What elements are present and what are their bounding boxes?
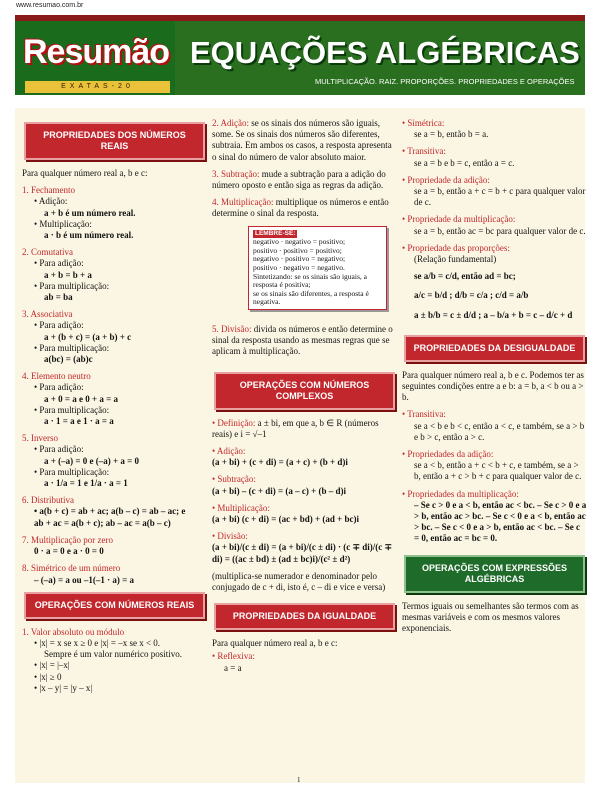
item-line: • |x| = |–x| <box>34 660 70 671</box>
logo <box>15 21 175 95</box>
item-title: 3. Subtração: <box>212 168 260 179</box>
note-line: negativo · positivo = negativo; <box>253 254 346 264</box>
list-item <box>402 243 587 265</box>
note-line: se os sinais são diferentes, a resposta é negativa. <box>253 288 369 307</box>
formula-line: a/c = b/d ; d/b = c/a ; c/d = a/b <box>414 290 529 301</box>
item-text: se os sinais dos números são iguais, some. Se os sinais dos números são diferentes, subtraia. Em ambos os casos, a resposta apresenta o sinal do número de valor absoluto maior. <box>212 118 392 162</box>
item-text: (Relação fundamental) <box>414 254 497 265</box>
item-line: • Para multiplicação: <box>34 280 110 291</box>
item-line: ab = ba <box>44 292 73 303</box>
list-item <box>402 175 587 209</box>
item-text: (a + bi) + (c + di) = (a + c) + (b + d)i <box>212 457 348 468</box>
site-url[interactable]: www.resumao.com.br <box>16 2 84 9</box>
list-item <box>22 309 207 365</box>
reminder-note <box>248 226 387 310</box>
item-title: 8. Simétrico de um número <box>22 563 121 574</box>
section-box-complex-numbers: OPERAÇÕES COM NÚMEROS COMPLEXOS <box>214 372 395 410</box>
item-line: • Para multiplicação: <box>34 404 110 415</box>
item-text: (a + bi) (c + di) = (ac + bd) + (ad + bc)i <box>212 514 360 524</box>
list-item <box>22 495 207 529</box>
page-subtitle: MULTIPLICAÇÃO. RAIZ. PROPORÇÕES. PROPRIEDADES E OPERAÇÕES <box>315 77 575 86</box>
item-text: multiplique os números e então determine o sinal da resposta. <box>212 197 389 219</box>
item-title: • Adição: <box>212 445 246 456</box>
item-title: • Subtração: <box>212 474 256 485</box>
item-title: 4. Multiplicação: <box>212 197 274 208</box>
item-text: se a < b e b < c, então a < c, e também, se a > b e b > c, então a > c. <box>414 420 585 442</box>
item-title: 7. Multiplicação por zero <box>22 534 113 545</box>
item-line: – (–a) = a ou –1(–1 · a) = a <box>34 574 135 585</box>
logo-sub: EXATAS-20 <box>25 81 170 93</box>
item-line: • |x – y| = |y – x| <box>34 682 93 693</box>
paragraph <box>212 531 397 565</box>
item-line: a + (–a) = 0 e (–a) + a = 0 <box>44 455 139 466</box>
list-item <box>402 449 587 483</box>
list-item <box>22 433 207 489</box>
intro-text: Para qualquer número real a, b e c: <box>22 168 148 178</box>
logo-word: Resumão <box>23 33 170 71</box>
list-item <box>22 371 207 427</box>
section-box-algebraic-expressions: OPERAÇÕES COM EXPRESSÕES ALGÉBRICAS <box>404 555 585 593</box>
item-title: • Propriedade da adição: <box>402 174 490 185</box>
section-box-real-operations: OPERAÇÕES COM NÚMEROS REAIS <box>24 592 205 619</box>
paragraph <box>212 474 397 496</box>
list-item <box>402 489 587 545</box>
paragraph: Para qualquer número real a, b e c. Podemos ter as seguintes condições entre a e b: a = b, a < b ou a > b. <box>402 369 584 403</box>
item-line: • Adição: <box>34 196 68 207</box>
note-title: LEMBRE-SE: <box>255 229 296 237</box>
item-line: a · 1/a = 1 e 1/a · a = 1 <box>44 478 128 489</box>
list-item <box>22 535 207 557</box>
list-item <box>212 651 397 673</box>
note-line: positivo · positivo = positivo; <box>253 245 342 255</box>
item-title: • Propriedades da adição: <box>402 449 494 460</box>
item-line: a + 0 = a e 0 + a = a <box>44 393 119 404</box>
item-text: se a < b, então a + c < b + c, e também, se a > b, então a + c > b + c para qualquer valor de c. <box>414 460 582 482</box>
paragraph: (multiplica-se numerador e denominador pelo conjugado de c + di, isto é, c – di e vice e versa) <box>212 570 386 593</box>
section-box-real-properties: PROPRIEDADES DOS NÚMEROS REAIS <box>24 122 205 160</box>
item-text: se a = b, então a + c = b + c para qualquer valor de c. <box>414 186 586 208</box>
list-item <box>22 185 207 241</box>
item-line: a + b é um número real. <box>44 207 136 218</box>
item-line: a · 1 = a e 1 · a = a <box>44 416 114 427</box>
formula-line: se a/b = c/d, então ad = bc; <box>414 271 516 282</box>
paragraph <box>212 418 397 440</box>
formula-line: a ± b/b = c ± d/d ; a – b/a + b = c – d/c + d <box>414 309 573 320</box>
item-line: • Para multiplicação: <box>34 466 110 477</box>
item-line: • Para adição: <box>34 320 84 331</box>
list-item <box>402 409 587 443</box>
list-item <box>22 563 207 585</box>
paragraph <box>212 169 397 191</box>
item-line: • Multiplicação: <box>34 218 92 229</box>
item-text: a ± bi, em que a, b ∈ R (números reais) e i = √–1 <box>212 417 379 439</box>
item-text: (a + bi)/(c ± di) = (a + bi)/(c ± di) · (c ∓ di)/(c ∓ di) = ((ac ± bd) ± (ad ± bc)i)/(c² ± d²) <box>212 542 393 564</box>
item-title: 1. Valor absoluto ou módulo <box>22 626 125 637</box>
item-line: Sempre é um valor numérico positivo. <box>44 649 182 660</box>
paragraph: Para qualquer número real a, b e c: <box>212 638 338 649</box>
item-title: • Divisão: <box>212 531 248 542</box>
paragraph: Termos iguais ou semelhantes são termos com as mesmas variáveis e com os mesmos valores exponenciais. <box>402 600 579 634</box>
item-title: • Propriedade da multiplicação: <box>402 214 516 225</box>
section-box-inequality: PROPRIEDADES DA DESIGUALDADE <box>404 335 585 362</box>
item-title: • Multiplicação: <box>212 502 270 513</box>
item-line: • a(b + c) = ab + ac; a(b – c) = ab – ac; e <box>34 506 186 517</box>
item-text: – Se c > 0 e a < b, então ac < bc. – Se c > 0 e a > b, então ac > bc. – Se c < 0 e a < b, então ac > bc. – Se c < 0 e a > b, então ac < bc. – Se c = 0, então ac = bc = 0. <box>414 499 587 544</box>
item-title: • Transitiva: <box>402 409 446 420</box>
paragraph <box>212 324 397 358</box>
item-title: 1. Fechamento <box>22 185 75 196</box>
paragraph <box>212 197 397 219</box>
item-title: 6. Distributiva <box>22 495 74 506</box>
item-title: • Propriedade das proporções: <box>402 242 510 253</box>
item-line: • |x| = x se x ≥ 0 e |x| = –x se x < 0. <box>34 637 161 648</box>
item-text: a = a <box>224 662 242 673</box>
item-title: 2. Adição: <box>212 118 249 128</box>
item-title: 5. Inverso <box>22 433 58 444</box>
item-line: • Para adição: <box>34 258 84 269</box>
item-title: • Transitiva: <box>402 146 446 157</box>
item-line: a + (b + c) = (a + b) + c <box>44 331 132 342</box>
item-line: • Para adição: <box>34 382 84 393</box>
item-text: (a + bi) – (c + di) = (a – c) + (b – d)i <box>212 485 347 496</box>
note-line: negativo · negativo = positivo; <box>253 237 346 247</box>
header-banner <box>15 15 585 95</box>
item-line: • Para adição: <box>34 444 84 455</box>
item-title: • Simétrica: <box>402 118 445 128</box>
item-title: 4. Elemento neutro <box>22 371 91 382</box>
item-line: a · b é um número real. <box>44 230 134 241</box>
section-box-equality: PROPRIEDADES DA IGUALDADE <box>214 603 395 630</box>
item-title: • Definição: <box>212 417 256 428</box>
column-3 <box>402 118 587 640</box>
note-line: positivo · negativo = negativo. <box>253 263 345 272</box>
note-line: Sintetizando: se os sinais são iguais, a resposta é positiva; <box>253 271 367 290</box>
item-text: mude a subtração para a adição do número oposto e então siga as regras da adição. <box>212 168 386 191</box>
list-item <box>22 627 207 694</box>
item-text: se a = b e b = c, então a = c. <box>414 157 515 168</box>
item-line: • |x| ≥ 0 <box>34 671 62 682</box>
column-1 <box>22 118 207 700</box>
page-number: 1 <box>297 776 301 784</box>
item-line: a(bc) = (ab)c <box>44 354 93 365</box>
page-title: EQUAÇÕES ALGÉBRICAS <box>190 35 580 70</box>
item-title: • Propriedades da multiplicação: <box>402 488 519 499</box>
item-text: se a = b, então b = a. <box>414 129 489 140</box>
item-text: se a = b, então ac = bc para qualquer valor de c. <box>414 225 586 236</box>
paragraph <box>212 503 397 525</box>
item-text: divida os números e então determine o sinal da resposta usando as mesmas regras que se aplicam à multiplicação. <box>212 323 393 357</box>
item-title: 5. Divisão: <box>212 323 252 334</box>
item-line: • Para multiplicação: <box>34 342 110 353</box>
list-item <box>402 214 587 236</box>
column-2 <box>212 118 397 674</box>
item-title: 3. Associativa <box>22 309 73 320</box>
list-item <box>402 118 587 140</box>
item-line: 0 · a = 0 e a · 0 = 0 <box>34 546 104 557</box>
item-title: 2. Comutativa <box>22 247 73 258</box>
list-item <box>402 146 587 168</box>
item-line: a + b = b + a <box>44 269 92 280</box>
item-title: • Reflexiva: <box>212 651 255 662</box>
paragraph <box>212 446 397 468</box>
item-line: ab + ac = a(b + c); ab – ac = a(b – c) <box>34 517 171 528</box>
paragraph <box>212 118 397 163</box>
list-item <box>22 247 207 303</box>
